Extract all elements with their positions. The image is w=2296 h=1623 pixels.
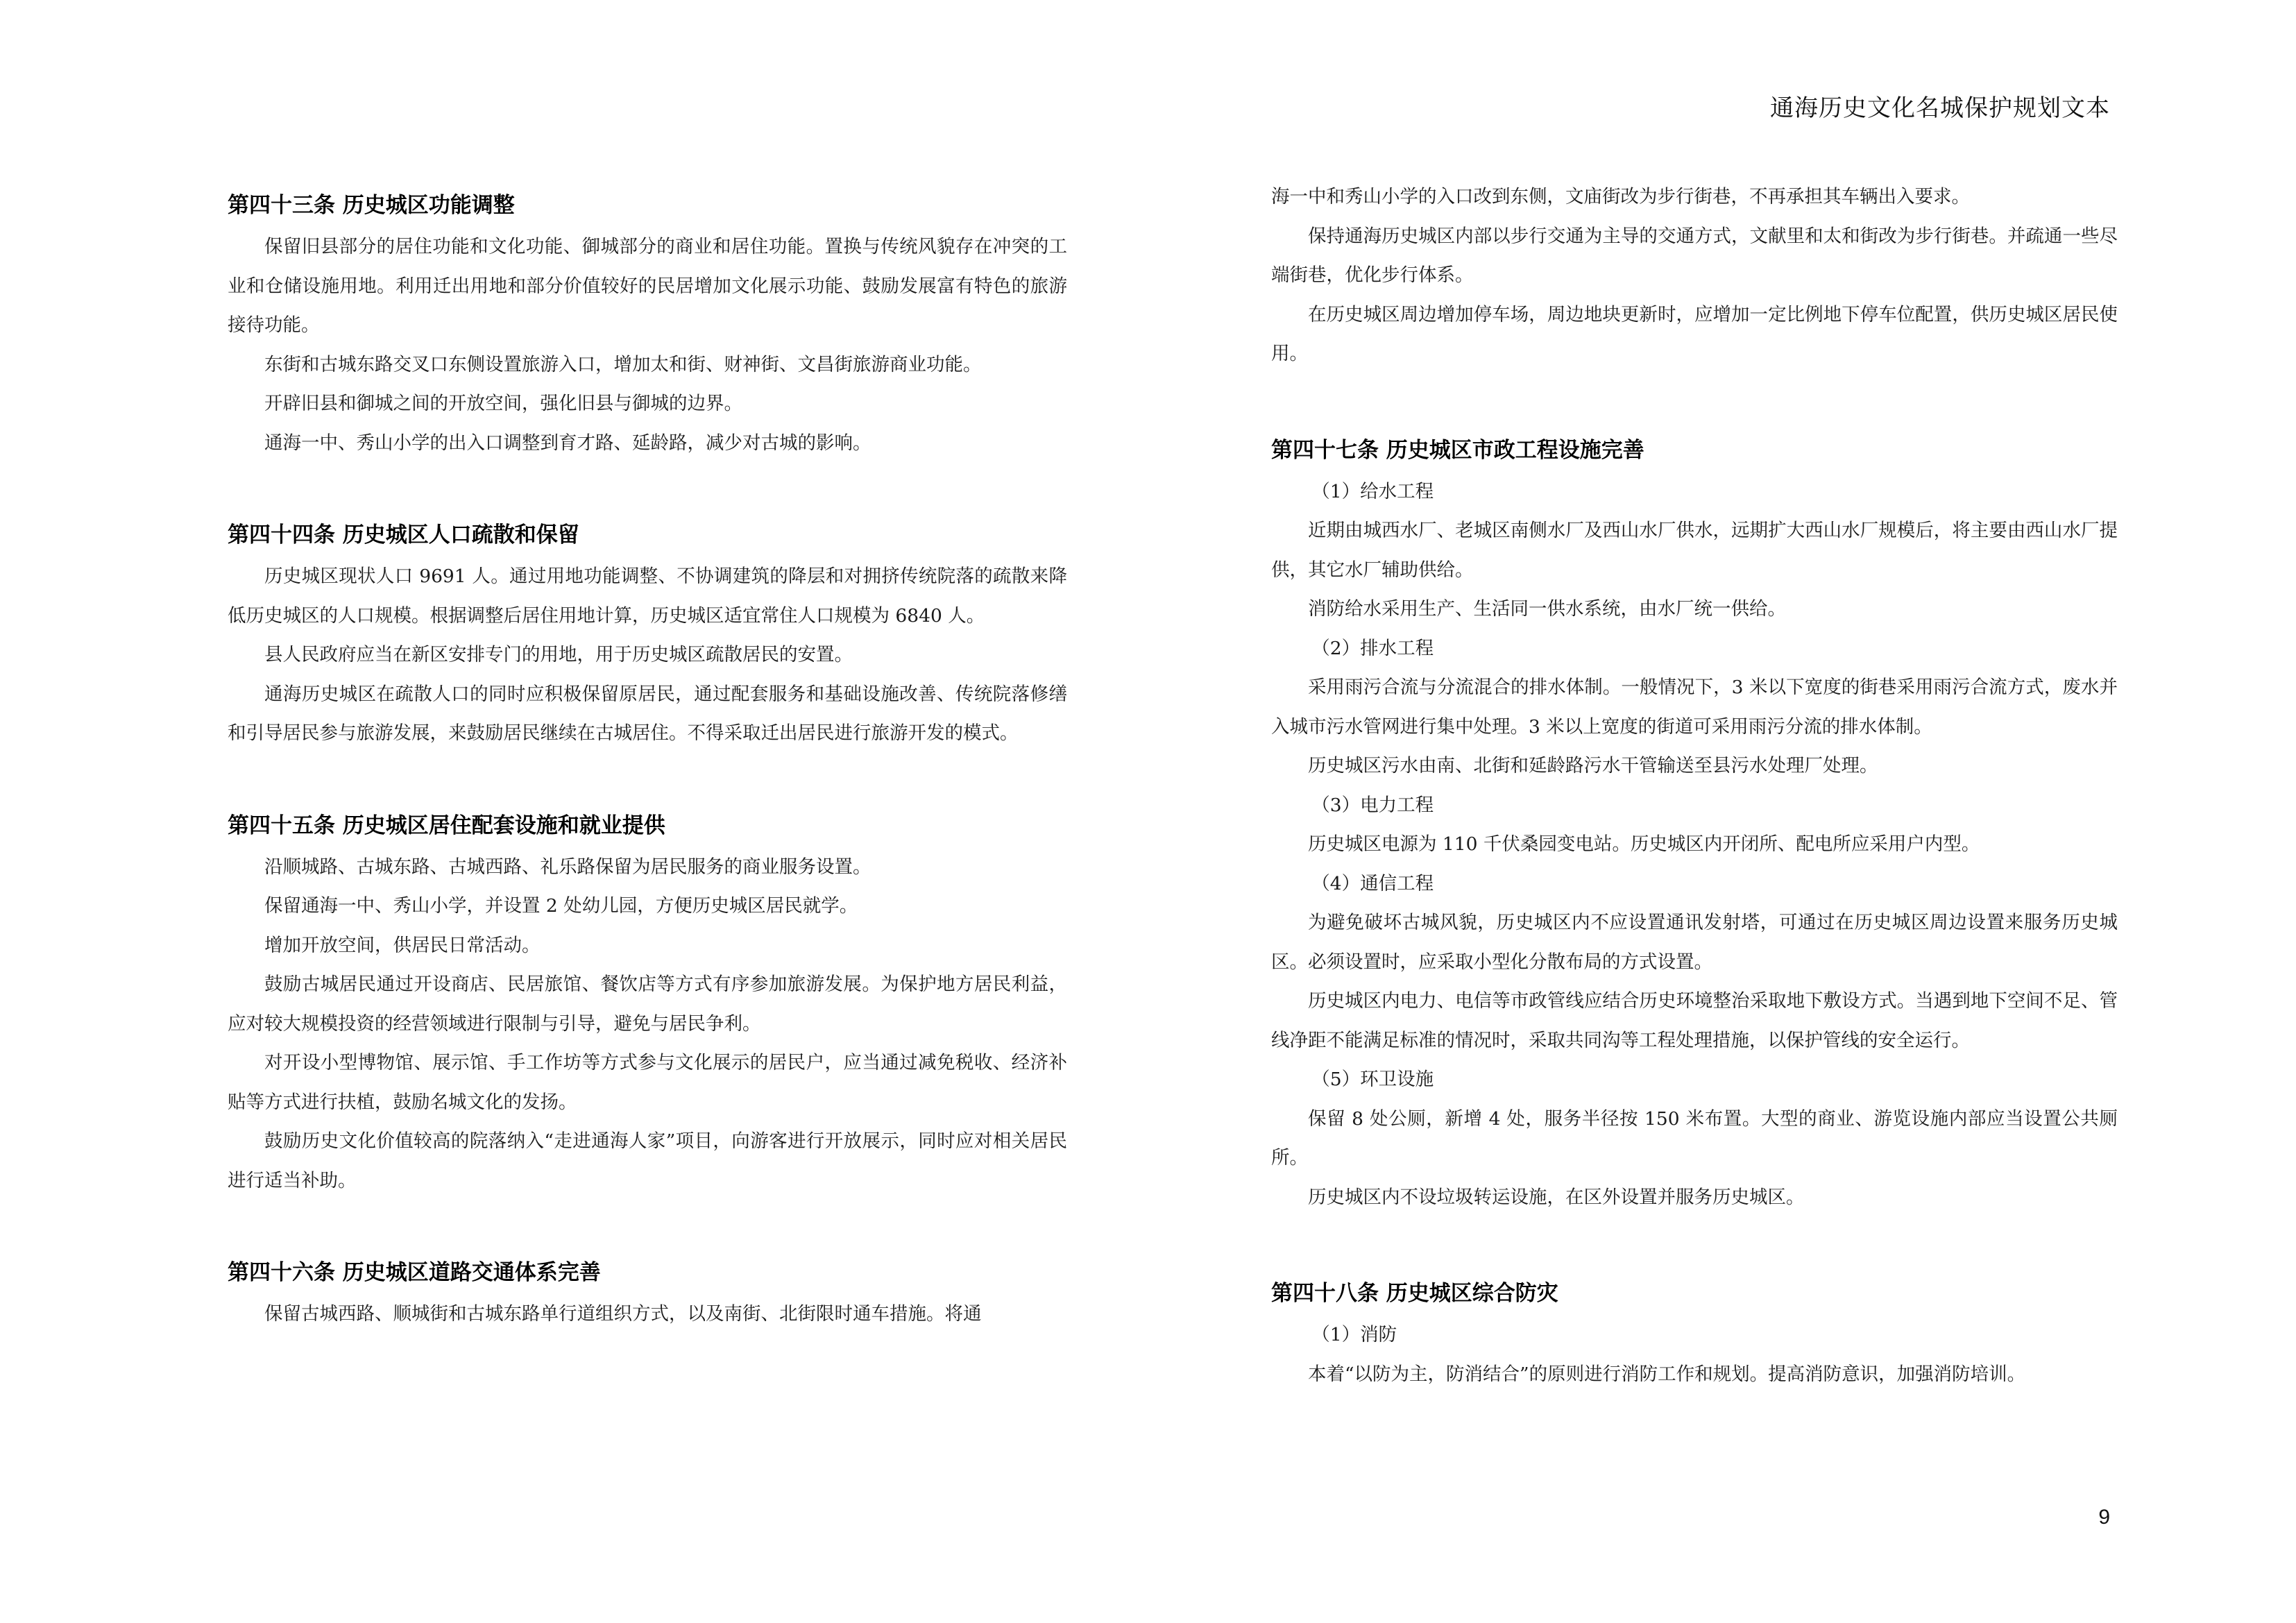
paragraph: 本着“以防为主，防消结合”的原则进行消防工作和规划。提高消防意识，加强消防培训。 <box>1308 1363 2026 1385</box>
subsection-label: （4）通信工程 <box>1311 872 1434 894</box>
article-heading: 第四十七条 历史城区市政工程设施完善 <box>1271 437 1644 463</box>
article-heading: 第四十八条 历史城区综合防灾 <box>1271 1281 1558 1306</box>
paragraph: 开辟旧县和御城之间的开放空间，强化旧县与御城的边界。 <box>264 393 742 414</box>
subsection-label: （1）消防 <box>1311 1324 1397 1345</box>
subsection-label: （3）电力工程 <box>1311 794 1434 816</box>
paragraph: 历史城区内不设垃圾转运设施，在区外设置并服务历史城区。 <box>1308 1186 1805 1208</box>
paragraph: 历史城区现状人口 9691 人。通过用地功能调整、不协调建筑的降层和对拥挤传统院落的疏散来降低历史城区的人口规模。根据调整后居住用地计算，历史城区适宜常住人口规模为 6840 人。 <box>228 566 1067 627</box>
paragraph: 沿顺城路、古城东路、古城西路、礼乐路保留为居民服务的商业服务设置。 <box>264 856 871 878</box>
paragraph: 在历史城区周边增加停车场，周边地块更新时，应增加一定比例地下停车位配置，供历史城区居民使用。 <box>1271 303 2118 364</box>
paragraph: 保留旧县部分的居住功能和文化功能、御城部分的商业和居住功能。置换与传统风貌存在冲突的工业和仓储设施用地。利用迁出用地和部分价值较好的民居增加文化展示功能、鼓励发展富有特色的旅游接待功能。 <box>228 236 1067 336</box>
paragraph: 县人民政府应当在新区安排专门的用地，用于历史城区疏散居民的安置。 <box>264 644 853 665</box>
paragraph: 历史城区污水由南、北街和延龄路污水干管输送至县污水处理厂处理。 <box>1308 755 1878 776</box>
paragraph: 对开设小型博物馆、展示馆、手工作坊等方式参与文化展示的居民户，应当通过减免税收、经济补贴等方式进行扶植，鼓励名城文化的发扬。 <box>228 1052 1067 1113</box>
paragraph: 为避免破坏古城风貌，历史城区内不应设置通讯发射塔，可通过在历史城区周边设置来服务历史城区。必须设置时，应采取小型化分散布局的方式设置。 <box>1271 912 2118 973</box>
article-heading: 第四十五条 历史城区居住配套设施和就业提供 <box>228 813 665 838</box>
article-48 <box>1271 1274 2118 1394</box>
article-47 <box>1271 431 2118 1218</box>
article-heading: 第四十六条 历史城区道路交通体系完善 <box>228 1260 601 1285</box>
paragraph: 保持通海历史城区内部以步行交通为主导的交通方式，文献里和太和街改为步行街巷。并疏通一些尽端街巷，优化步行体系。 <box>1271 225 2118 286</box>
paragraph: 鼓励历史文化价值较高的院落纳入“走进通海人家”项目，向游客进行开放展示，同时应对相关居民进行适当补助。 <box>228 1130 1067 1191</box>
paragraph: 保留古城西路、顺城街和古城东路单行道组织方式，以及南街、北街限时通车措施。将通 <box>264 1303 982 1325</box>
paragraph: 历史城区内电力、电信等市政管线应结合历史环境整治采取地下敷设方式。当遇到地下空间不足、管线净距不能满足标准的情况时，采取共同沟等工程处理措施，以保护管线的安全运行。 <box>1271 990 2118 1051</box>
article-heading: 第四十四条 历史城区人口疏散和保留 <box>228 522 579 547</box>
right-column <box>1271 178 2118 1394</box>
subsection-label: （5）环卫设施 <box>1311 1069 1434 1090</box>
article-44 <box>228 516 1067 754</box>
article-43 <box>228 186 1067 463</box>
page-number: 9 <box>2098 1506 2110 1529</box>
paragraph: 历史城区电源为 110 千伏桑园变电站。历史城区内开闭所、配电所应采用户内型。 <box>1308 833 1980 855</box>
paragraph: 近期由城西水厂、老城区南侧水厂及西山水厂供水，远期扩大西山水厂规模后，将主要由西山水厂提供，其它水厂辅助供给。 <box>1271 520 2118 581</box>
document-header-title: 通海历史文化名城保护规划文本 <box>1770 94 2110 122</box>
article-46-continuation <box>1271 178 2118 374</box>
subsection-label: （2）排水工程 <box>1311 637 1434 659</box>
paragraph: 保留 8 处公厕，新增 4 处，服务半径按 150 米布置。大型的商业、游览设施内部应当设置公共厕所。 <box>1271 1107 2118 1169</box>
article-46 <box>228 1253 1067 1334</box>
article-heading: 第四十三条 历史城区功能调整 <box>228 193 515 218</box>
subsection-label: （1）给水工程 <box>1311 480 1434 502</box>
paragraph: 通海一中、秀山小学的出入口调整到育才路、延龄路，减少对古城的影响。 <box>264 432 871 454</box>
paragraph: 采用雨污合流与分流混合的排水体制。一般情况下，3 米以下宽度的街巷采用雨污合流方式，废水并入城市污水管网进行集中处理。3 米以上宽度的街道可采用雨污分流的排水体制。 <box>1271 677 2118 738</box>
paragraph: 东街和古城东路交叉口东侧设置旅游入口，增加太和街、财神街、文昌街旅游商业功能。 <box>264 353 982 375</box>
paragraph: 海一中和秀山小学的入口改到东侧，文庙街改为步行街巷，不再承担其车辆出入要求。 <box>1271 186 1970 207</box>
paragraph: 通海历史城区在疏散人口的同时应积极保留原居民，通过配套服务和基础设施改善、传统院落修缮和引导居民参与旅游发展，来鼓励居民继续在古城居住。不得采取迁出居民进行旅游开发的模式。 <box>228 683 1067 744</box>
left-column <box>228 186 1067 1334</box>
paragraph: 增加开放空间，供居民日常活动。 <box>264 934 541 956</box>
article-45 <box>228 806 1067 1201</box>
paragraph: 消防给水采用生产、生活同一供水系统，由水厂统一供给。 <box>1308 598 1786 620</box>
paragraph: 保留通海一中、秀山小学，并设置 2 处幼儿园，方便历史城区居民就学。 <box>264 895 858 917</box>
paragraph: 鼓励古城居民通过开设商店、民居旅馆、餐饮店等方式有序参加旅游发展。为保护地方居民利益，应对较大规模投资的经营领域进行限制与引导，避免与居民争利。 <box>228 974 1067 1035</box>
